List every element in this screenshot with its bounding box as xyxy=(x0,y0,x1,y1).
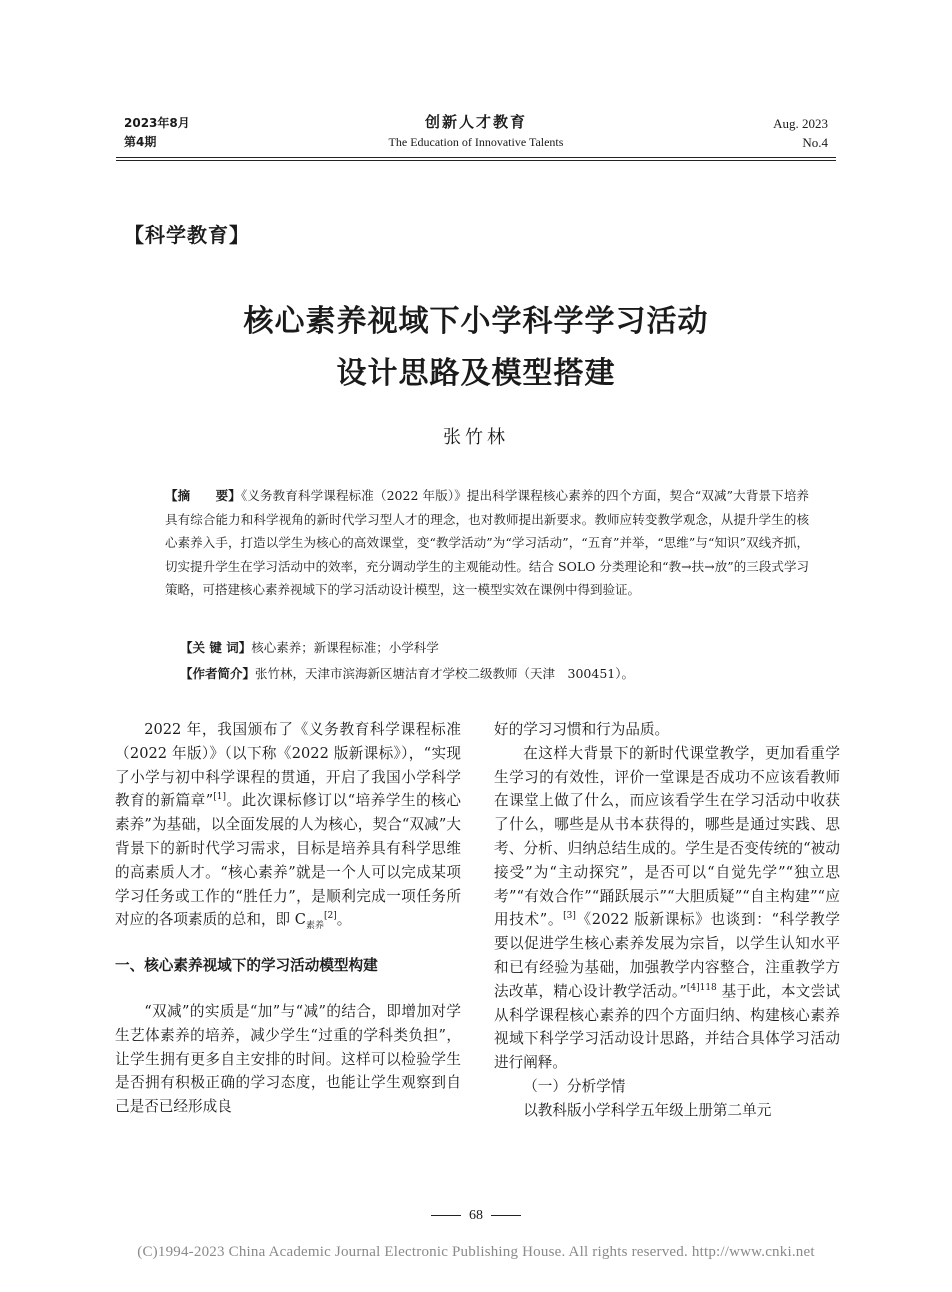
author-intro-label: 【作者简介】 xyxy=(180,666,256,681)
header-journal xyxy=(330,112,622,151)
header-date-cn xyxy=(124,114,190,152)
article-title-line1: 核心素养视域下小学科学学习活动 xyxy=(243,304,709,339)
header-date-en xyxy=(773,114,828,152)
section-tag: 【科学教育】 xyxy=(124,223,250,247)
paragraph-text: 在这样大背景下的新时代课堂教学，更加看重学生学习的有效性，评价一堂课是否成功不应该看教师在课堂上做了什么，而应该看学生在学习活动中收获了什么，哪些是从书本获得的，哪些是通过实践、思考、分析、归纳总结生成的。学生是否变传统的“被动接受”为“主动探究”，是否可以“自觉先学”“独立思考”“有效合作”“踊跃展示”“大胆质疑”“自主构建”“应用技术”。 xyxy=(494,744,840,929)
citation: [4]118 xyxy=(686,982,717,993)
body-paragraph: 好的学习习惯和行为品质。 xyxy=(494,721,670,738)
citation: [3] xyxy=(563,911,576,922)
paragraph-text: 基于此，本文尝试从科学课程核心素养的四个方面归纳、构建核心素养视域下科学学习活动设计思路，并结合具体学习活动进行阐释。 xyxy=(494,982,840,1072)
journal-title-en: The Education of Innovative Talents xyxy=(388,135,564,149)
body-paragraph xyxy=(494,742,840,1075)
subscript: 素养 xyxy=(305,921,324,932)
author-name: 张竹林 xyxy=(443,427,509,448)
body-paragraph: 以教科版小学科学五年级上册第二单元 xyxy=(523,1101,772,1119)
page-number xyxy=(380,1208,572,1224)
header-rule-thin xyxy=(116,160,836,161)
header-rule-thick xyxy=(116,157,836,158)
page-number-text: 68 xyxy=(469,1208,483,1223)
abstract xyxy=(165,484,809,602)
copyright-footer: (C)1994-2023 China Academic Journal Electronic Publishing House. All rights reserved. http://www.cnki.net xyxy=(137,1244,815,1260)
body-column-left xyxy=(115,718,461,1119)
article-title xyxy=(180,296,772,400)
subsection-heading: （一）分析学情 xyxy=(523,1077,626,1095)
header-issue-cn-text: 第4期 xyxy=(124,135,157,149)
article-title-line2: 设计思路及模型搭建 xyxy=(336,356,616,391)
body-column-right xyxy=(494,718,840,1123)
paragraph-text: 。此次课标修订以“培养学生的核心素养”为基础，以全面发展的人为核心，契合“双减”大背景下的新时代学习需求，目标是培养具有科学思维的高素质人才。“核心素养”就是一个人可以完成某项学习任务或工作的“胜任力”，是顺利完成一项任务所对应的各项素质的总和，即 C xyxy=(115,792,461,929)
citation: [1] xyxy=(213,792,227,803)
page-number-dash-right xyxy=(491,1215,521,1216)
paragraph-text: 。 xyxy=(336,911,352,929)
abstract-text: 《义务教育科学课程标准（2022 年版）》提出科学课程核心素养的四个方面，契合“双减”大背景下培养具有综合能力和科学视角的新时代学习型人才的理念，也对教师提出新要求。教师应转变教学观念，从提升学生的核心素养入手，打造以学生为核心的高效课堂，变“教学活动”为“学习活动”，“五育”并举，“思维”与“知识”双线齐抓，切实提升学生在学习活动中的效率，充分调动学生的主观能动性。结合 SOLO 分类理论和“教→扶→放”的三段式学习策略，可搭建核心素养视域下的学习活动设计模型，这一模型实效在课例中得到验证。 xyxy=(165,488,809,597)
header-issue-en-text: No.4 xyxy=(802,135,828,150)
keywords xyxy=(180,637,820,659)
paragraph-text: 《2022 版新课标》也谈到：“科学教学要以促进学生核心素养发展为宗旨，以学生认知水平和已有经验为基础，加强教学内容整合，注重教学方法改革，精心设计教学活动。” xyxy=(494,911,840,1000)
body-paragraph xyxy=(115,718,461,932)
citation: [2] xyxy=(323,911,337,922)
author-intro xyxy=(180,663,820,685)
paragraph-text: 2022 年，我国颁布了《义务教育科学课程标准（2022 年版）》（以下称《2022 版新课标》），“实现了小学与初中科学课程的贯通，开启了我国小学科学教育的新篇章” xyxy=(115,721,461,810)
page-number-dash-left xyxy=(431,1215,461,1216)
header-date-en-text: Aug. 2023 xyxy=(773,116,828,131)
journal-title-cn: 创新人才教育 xyxy=(424,113,527,131)
keywords-text: 核心素养；新课程标准；小学科学 xyxy=(251,640,439,655)
abstract-label: 【摘 要】 xyxy=(165,488,241,503)
header-date-cn-text: 2023年8月 xyxy=(124,116,190,130)
body-paragraph: “双减”的实质是“加”与“减”的结合，即增加对学生艺体素养的培养，减少学生“过重的学科类负担”，让学生拥有更多自主安排的时间。这样可以检验学生是否拥有积极正确的学习态度，也能让学生观察到自己是否已经形成良 xyxy=(115,1002,461,1116)
author-intro-text: 张竹林，天津市滨海新区塘沽育才学校二级教师（天津 300451）。 xyxy=(255,666,634,681)
keywords-label: 【关 键 词】 xyxy=(180,640,252,655)
section-heading: 一、核心素养视域下的学习活动模型构建 xyxy=(115,957,378,975)
